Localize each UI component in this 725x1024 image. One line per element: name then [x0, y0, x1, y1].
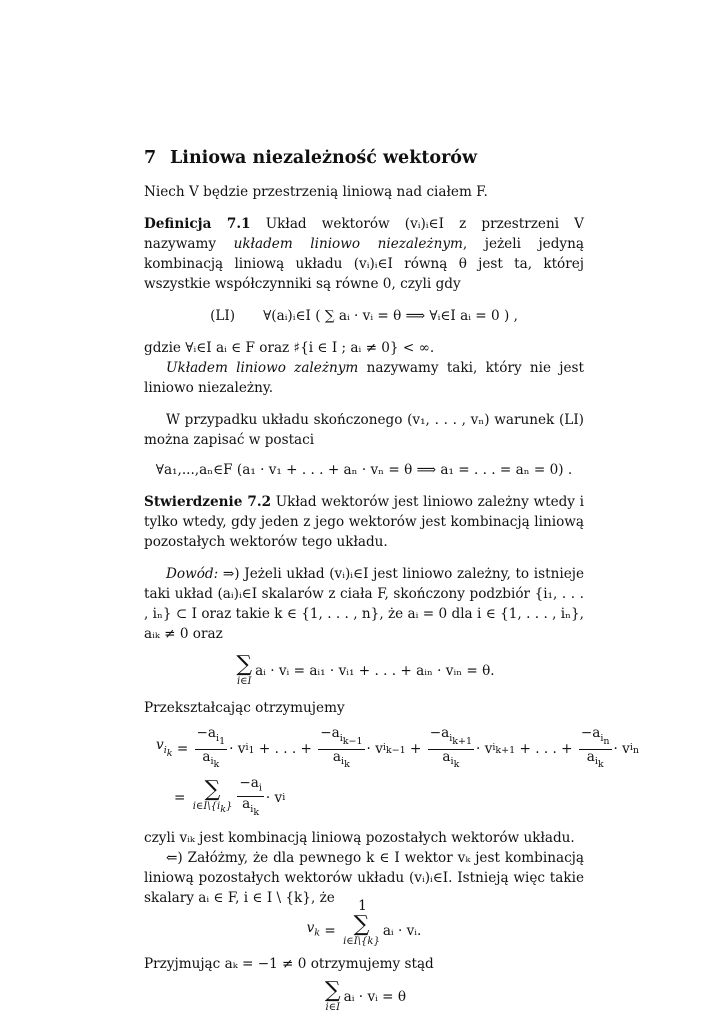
- definition-label: Definicja 7.1: [144, 216, 251, 232]
- proof-paragraph-5: Przyjmując aₖ = −1 ≠ 0 otrzymujemy stąd: [144, 955, 434, 972]
- finite-formula: ∀a₁,...,aₙ∈F (a₁ · v₁ + . . . + aₙ · vₙ = θ ⟹ a₁ = . . . = aₙ = 0) .: [155, 462, 573, 478]
- theorem-label: Stwierdzenie 7.2: [144, 494, 272, 510]
- dependence-rest: nazywamy taki, który nie jest liniowo niezależny.: [144, 360, 584, 396]
- definition-text-a: Układ wektorów (vᵢ)ᵢ∈I z przestrzeni V nazywamy: [144, 216, 584, 252]
- theorem-text: Układ wektorów jest liniowo zależny wtedy i tylko wtedy, gdy jeden z jego wektorów jest kombinacją liniową pozostałych wektorów tego układu.: [144, 494, 584, 550]
- section-heading: [144, 148, 584, 168]
- proof-equation-3-text: aᵢ · vᵢ.: [382, 922, 422, 939]
- page-number: 1: [358, 898, 367, 914]
- li-formula-text: ∀(aᵢ)ᵢ∈I ( ∑ aᵢ · vᵢ = θ ⟹ ∀ᵢ∈I aᵢ = 0 ) ,: [263, 308, 518, 324]
- proof-text-1: ⇒) Jeżeli układ (vᵢ)ᵢ∈I jest liniowo zależny, to istnieje taki układ (aᵢ)ᵢ∈I skalarów z ciała F, skończony podzbiór {i₁, . . . , iₙ} ⊂ I oraz takie k ∈ {1, . . . , n}, że aᵢ = 0 dla i ∈ {1, . . . , iₙ}, aᵢₖ ≠ 0 oraz: [144, 566, 584, 642]
- dependence-paragraph: [144, 358, 584, 398]
- dependence-emphasis: Układem liniowo zależnym: [166, 360, 359, 376]
- proof-equation-2-line-1: $v_{i_k}$ = $\frac{-a_{i_1}}{a_{i_k}}$ · v $i_1$ + . . . + $\frac{-a_{i_{k-1}}}{a_{i_k}}$ · v $i_{k-1}$ + $\frac{-a_{i_{k+1}}}{a_{i_k}}$ · v $i_{k+1}$ + . . . + $\frac{-a_{i_n}}{a_{i_k}}$ · v $i_n$: [156, 725, 640, 771]
- section-title: Liniowa niezależność wektorów: [170, 148, 478, 168]
- proof-equation-3: $v_k$ = ∑ i∈I\{k} aᵢ · vᵢ.: [306, 911, 422, 947]
- definition-after: gdzie ∀ᵢ∈I aᵢ ∈ F oraz ♯{i ∈ I ; aᵢ ≠ 0} < ∞.: [144, 340, 435, 356]
- finite-paragraph: W przypadku układu skończonego (v₁, . . . , vₙ) warunek (LI) można zapisać w postaci: [144, 412, 584, 448]
- intro-paragraph: Niech V będzie przestrzenią liniową nad ciałem F.: [144, 184, 488, 200]
- definition-paragraph: [144, 214, 584, 294]
- proof-paragraph-4: ⇐) Załóżmy, że dla pewnego k ∈ I wektor vₖ jest kombinacją liniową pozostałych wektorów układu (vᵢ)ᵢ∈I. Istnieją więc takie skalary aᵢ ∈ F, i ∈ I \ {k}, że: [144, 849, 584, 906]
- definition-emphasis: układem liniowo niezależnym: [233, 236, 463, 252]
- proof-equation-2-line-2: = ∑ $i\in I\backslash\{i_k\}$ $\frac{-a_i}{a_{i_k}}$ · v i: [174, 775, 286, 818]
- proof-equation-1: [144, 654, 584, 688]
- proof-paragraph-1: [144, 564, 584, 644]
- sum-symbol: ∑ i∈I: [236, 652, 253, 687]
- theorem-paragraph: [144, 492, 584, 552]
- li-formula: [144, 306, 584, 326]
- proof-equation-1-text: aᵢ · vᵢ = aᵢ₁ · vᵢ₁ + . . . + aᵢₙ · vᵢₙ = θ.: [255, 663, 495, 679]
- proof-label: Dowód:: [166, 566, 219, 582]
- definition-text-b: , jeżeli jedyną kombinacją liniową układu (vᵢ)ᵢ∈I równą θ jest ta, której wszystkie współczynniki są równe 0, czyli gdy: [144, 236, 584, 292]
- li-tag: (LI): [210, 308, 236, 324]
- proof-equation-4-text: aᵢ · vᵢ = θ: [343, 988, 407, 1005]
- proof-paragraph-3: czyli vᵢₖ jest kombinacją liniową pozostałych wektorów układu.: [144, 829, 575, 846]
- proof-equation-4: ∑ i∈I aᵢ · vᵢ = θ: [324, 977, 407, 1013]
- document-page: [144, 148, 640, 1020]
- section-number: 7: [144, 148, 157, 168]
- proof-equation-2: [156, 725, 640, 820]
- proof-paragraph-2: Przekształcając otrzymujemy: [144, 700, 345, 716]
